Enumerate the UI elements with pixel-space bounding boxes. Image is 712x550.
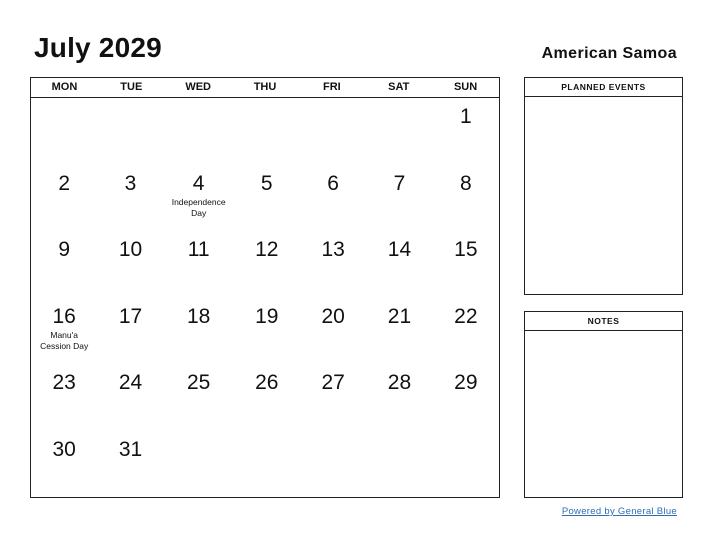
day-cell xyxy=(97,231,163,298)
day-number: 4 xyxy=(192,171,205,195)
day-cell xyxy=(31,165,97,232)
day-cell xyxy=(31,431,97,498)
day-cell xyxy=(433,98,499,165)
day-number: 11 xyxy=(187,238,210,261)
day-cell xyxy=(97,364,163,431)
day-number: 9 xyxy=(58,238,71,261)
planned-events-header: PLANNED EVENTS xyxy=(525,78,682,97)
day-cell xyxy=(97,98,163,165)
day-number: 1 xyxy=(459,105,472,128)
weekday-thu: THU xyxy=(253,81,277,93)
day-cell xyxy=(234,231,300,298)
day-number: 29 xyxy=(454,371,478,394)
day-number: 19 xyxy=(255,304,279,328)
day-number: 31 xyxy=(118,437,143,461)
day-cell xyxy=(300,431,366,498)
day-cell xyxy=(300,98,366,165)
day-cell xyxy=(300,231,366,298)
day-cell xyxy=(164,364,234,431)
day-cell xyxy=(164,98,234,165)
day-number: 30 xyxy=(52,437,76,461)
calendar-grid xyxy=(30,77,500,498)
day-cell xyxy=(234,431,300,498)
day-cell xyxy=(300,298,366,365)
day-cell xyxy=(234,298,300,365)
day-number: 27 xyxy=(321,371,345,394)
holiday-label: Manu'a Cession Day xyxy=(40,329,89,351)
day-number: 22 xyxy=(454,304,478,328)
weekday-header xyxy=(31,78,499,98)
weekday-tue: TUE xyxy=(120,81,143,93)
weekday-sat: SAT xyxy=(388,81,410,93)
day-cell xyxy=(164,431,234,498)
day-cell xyxy=(366,98,432,165)
day-number: 8 xyxy=(459,171,472,195)
day-number: 16 xyxy=(52,304,76,328)
day-number: 3 xyxy=(124,171,137,195)
day-cell xyxy=(164,165,234,232)
day-cell xyxy=(300,364,366,431)
day-cell xyxy=(234,364,300,431)
day-cell xyxy=(366,431,432,498)
day-cell xyxy=(31,231,97,298)
day-cell xyxy=(234,98,300,165)
weekday-fri: FRI xyxy=(323,81,341,93)
day-number: 6 xyxy=(327,171,339,195)
day-cell xyxy=(97,298,163,365)
day-cell xyxy=(366,298,432,365)
weekday-mon: MON xyxy=(51,81,78,93)
region-name: American Samoa xyxy=(541,45,677,62)
day-cell xyxy=(97,165,163,232)
calendar-days xyxy=(31,98,499,497)
weekday-sun: SUN xyxy=(453,81,478,93)
day-cell xyxy=(433,431,499,498)
day-number: 13 xyxy=(321,238,345,261)
day-number: 21 xyxy=(387,304,412,328)
weekday-wed: WED xyxy=(185,81,211,93)
day-cell xyxy=(31,98,97,165)
day-number: 2 xyxy=(58,171,71,195)
day-number: 7 xyxy=(393,171,406,195)
month-title: July 2029 xyxy=(34,32,162,63)
day-cell xyxy=(433,231,499,298)
day-cell xyxy=(433,165,499,232)
day-cell xyxy=(31,364,97,431)
day-cell xyxy=(366,231,432,298)
day-cell xyxy=(366,364,432,431)
planned-events-panel xyxy=(524,77,683,295)
powered-by-link[interactable]: Powered by General Blue xyxy=(561,506,677,517)
holiday-label: Independence Day xyxy=(171,196,226,218)
day-number: 28 xyxy=(387,371,412,394)
day-cell xyxy=(234,165,300,232)
day-number: 5 xyxy=(260,171,273,195)
day-cell xyxy=(433,298,499,365)
day-cell xyxy=(97,431,163,498)
day-cell xyxy=(366,165,432,232)
day-number: 24 xyxy=(118,371,143,394)
day-number: 26 xyxy=(255,371,279,394)
notes-header: NOTES xyxy=(525,312,682,331)
day-number: 12 xyxy=(255,238,279,261)
day-cell xyxy=(164,298,234,365)
day-number: 18 xyxy=(186,304,211,328)
day-cell xyxy=(433,364,499,431)
day-number: 23 xyxy=(52,371,76,394)
day-number: 17 xyxy=(118,304,143,328)
day-cell xyxy=(300,165,366,232)
day-number: 14 xyxy=(387,238,412,261)
day-number: 25 xyxy=(186,371,211,394)
day-number: 15 xyxy=(454,238,478,261)
day-number: 10 xyxy=(118,238,143,261)
notes-panel xyxy=(524,311,683,498)
day-cell xyxy=(164,231,234,298)
day-number: 20 xyxy=(321,304,345,328)
day-cell xyxy=(31,298,97,365)
